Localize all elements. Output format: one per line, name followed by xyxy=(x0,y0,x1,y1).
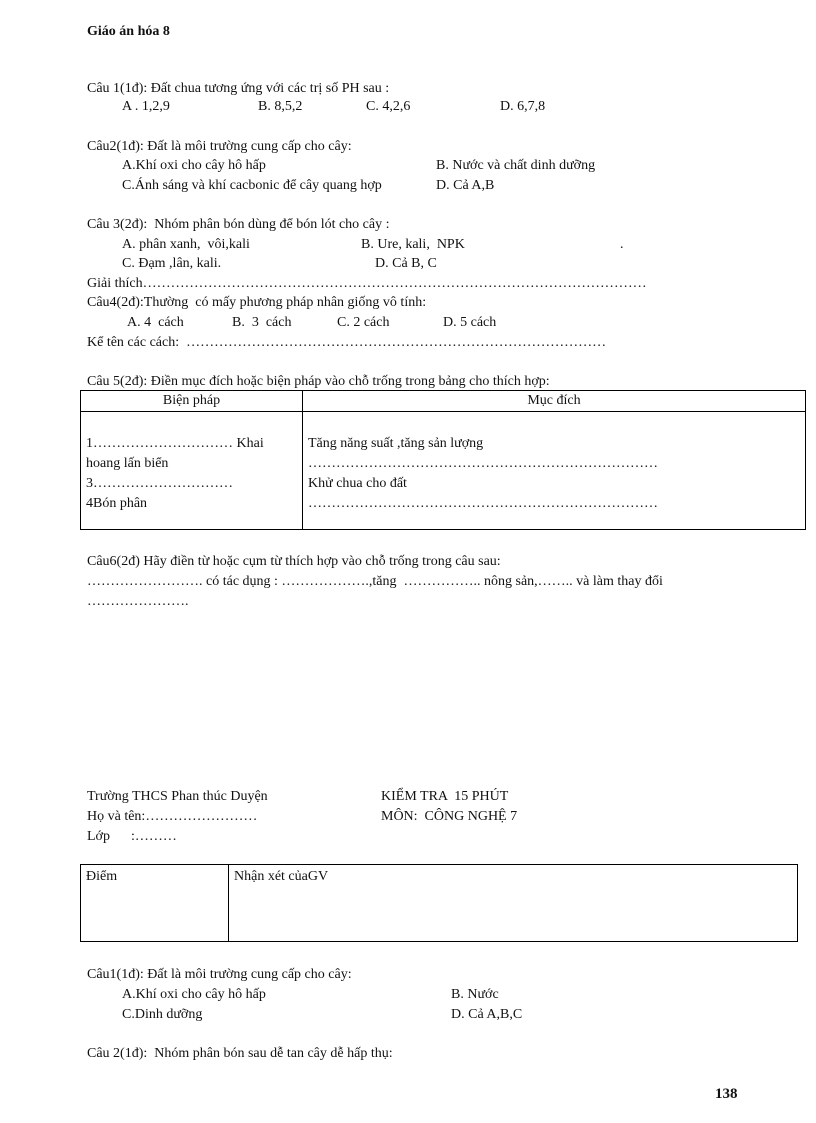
student-name-line: Họ và tên:…………………… xyxy=(87,809,258,824)
q6-fill-line-2: …………………. xyxy=(87,594,189,609)
q5-purpose-line-4: ………………………………………………………………… xyxy=(308,496,658,511)
q5-table xyxy=(80,390,806,530)
q2-option-d: D. Cả A,B xyxy=(436,178,495,193)
t2-q2-text: Câu 2(1đ): Nhóm phân bón sau dễ tan cây dễ hấp thụ: xyxy=(87,1046,393,1061)
t2-q1-option-b: B. Nước xyxy=(451,987,499,1002)
teacher-comment-cell: Nhận xét củaGV xyxy=(229,865,798,942)
q4-option-a: A. 4 cách xyxy=(127,315,184,330)
q3-stray-dot: . xyxy=(620,237,624,252)
exam-subject: MÔN: CÔNG NGHỆ 7 xyxy=(381,809,518,824)
q2-option-c: C.Ánh sáng và khí cacbonic để cây quang hợp xyxy=(122,178,382,193)
school-name: Trường THCS Phan thúc Duyện xyxy=(87,789,268,804)
t2-q1-option-a: A.Khí oxi cho cây hô hấp xyxy=(122,987,266,1002)
q1-option-c: C. 4,2,6 xyxy=(366,99,411,114)
q1-option-b: B. 8,5,2 xyxy=(258,99,303,114)
q6-fill-line-1: ……………………. có tác dụng : ……………….,tăng …………….. nông sản,…….. và làm thay đổi xyxy=(87,574,663,589)
page-header-title: Giáo án hóa 8 xyxy=(87,24,170,39)
score-table xyxy=(80,864,798,942)
q5-text: Câu 5(2đ): Điền mục đích hoặc biện pháp vào chỗ trống trong bảng cho thích hợp: xyxy=(87,374,550,389)
exam-title: KIỂM TRA 15 PHÚT xyxy=(381,789,509,804)
q5-header-purpose: Mục đích xyxy=(303,391,806,412)
q3-explain-line: Giải thích……………………………………………………………………………………………… xyxy=(87,276,647,291)
q2-option-b: B. Nước và chất dinh dưỡng xyxy=(436,158,596,173)
q5-purpose-line-3: Khử chua cho đất xyxy=(308,476,407,491)
t2-q1-option-c: C.Dinh dưỡng xyxy=(122,1007,203,1022)
q5-header-method: Biện pháp xyxy=(81,391,303,412)
q6-text: Câu6(2đ) Hãy điền từ hoặc cụm từ thích hợp vào chỗ trống trong câu sau: xyxy=(87,554,501,569)
t2-q1-option-d: D. Cả A,B,C xyxy=(451,1007,523,1022)
q4-text: Câu4(2đ):Thường có mấy phương pháp nhân giống vô tính: xyxy=(87,295,427,310)
q2-text: Câu2(1đ): Đất là môi trường cung cấp cho cây: xyxy=(87,139,352,154)
q5-method-line-4: 4Bón phân xyxy=(86,496,148,511)
q3-text: Câu 3(2đ): Nhóm phân bón dùng để bón lót cho cây : xyxy=(87,217,390,232)
q1-option-d: D. 6,7,8 xyxy=(500,99,546,114)
q5-purpose-line-2: ………………………………………………………………… xyxy=(308,456,658,471)
q5-method-line-2: hoang lấn biển xyxy=(86,456,169,471)
q1-option-a: A . 1,2,9 xyxy=(122,99,170,114)
q2-option-a: A.Khí oxi cho cây hô hấp xyxy=(122,158,266,173)
q4-option-c: C. 2 cách xyxy=(337,315,390,330)
score-cell: Điểm xyxy=(81,865,229,942)
q4-list-line: Kể tên các cách: ……………………………………………………………………………… xyxy=(87,335,607,350)
q3-option-a: A. phân xanh, vôi,kali xyxy=(122,237,250,252)
q5-method-cell xyxy=(81,412,303,530)
q3-option-c: C. Đạm ,lân, kali. xyxy=(122,256,222,271)
class-line: Lớp :……… xyxy=(87,829,177,844)
q3-option-b: B. Ure, kali, NPK xyxy=(361,237,465,252)
q5-method-line-3: 3………………………… xyxy=(86,476,233,491)
q4-option-d: D. 5 cách xyxy=(443,315,497,330)
q5-method-line-1: 1………………………… Khai xyxy=(86,436,264,451)
page-number: 138 xyxy=(715,1086,738,1102)
q5-purpose-line-1: Tăng năng suất ,tăng sản lượng xyxy=(308,436,484,451)
q3-option-d: D. Cả B, C xyxy=(375,256,437,271)
q5-purpose-cell xyxy=(303,412,806,530)
t2-q1-text: Câu1(1đ): Đất là môi trường cung cấp cho cây: xyxy=(87,967,352,982)
q4-option-b: B. 3 cách xyxy=(232,315,292,330)
q1-text: Câu 1(1đ): Đất chua tương ứng với các trị số PH sau : xyxy=(87,81,390,96)
